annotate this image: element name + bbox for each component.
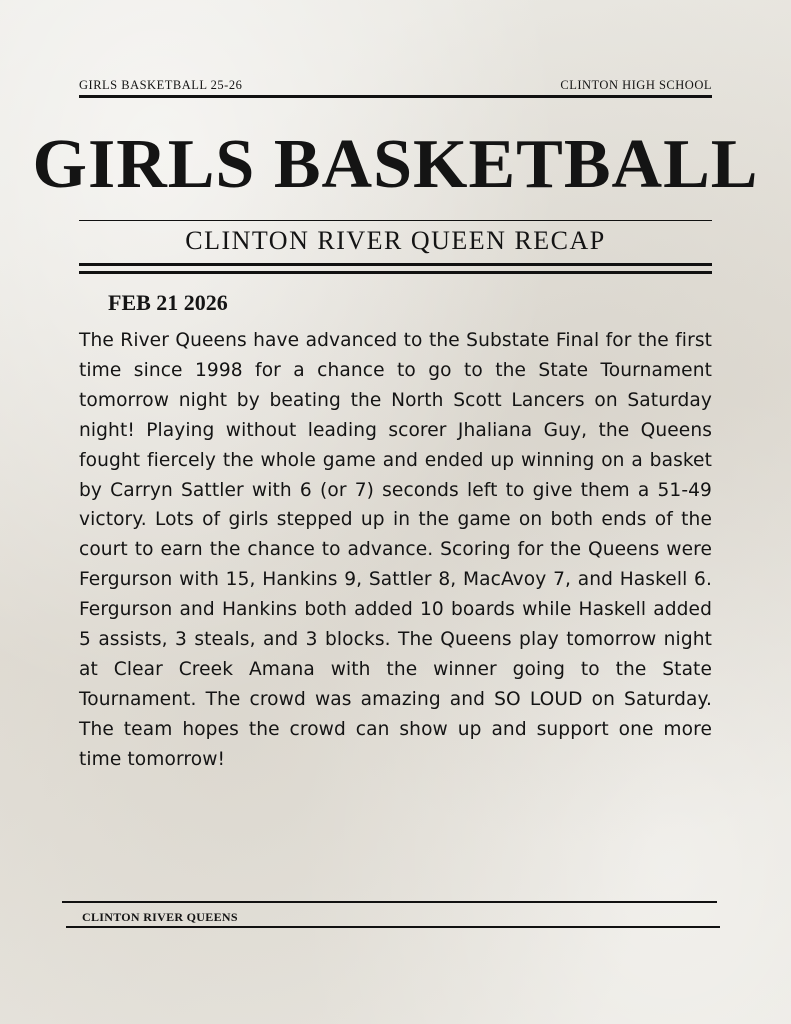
footer-top-rule: [62, 901, 717, 903]
footer-label: CLINTON RIVER QUEENS: [82, 910, 238, 924]
subhead-bottom-rule-2: [79, 271, 712, 274]
article-body: The River Queens have advanced to the Substate Final for the first time since 1998 for a chance to go to the State Tournament tomorrow night by beating the North Scott Lancers on Saturday night! Playing without leading scorer Jhaliana Guy, the Queens fought fiercely the whole game and ended up winning on a basket by Carryn Sattler with 6 (or 7) seconds left to give them a 51-49 victory. Lots of girls stepped up in the game on both ends of the court to earn the chance to advance. Scoring for the Queens were Fergurson with 15, Hankins 9, Sattler 8, MacAvoy 7, and Haskell 6. Fergurson and Hankins both added 10 boards while Haskell added 5 assists, 3 steals, and 3 blocks. The Queens play tomorrow night at Clear Creek Amana with the winner going to the State Tournament. The crowd was amazing and SO LOUD on Saturday. The team hopes the crowd can show up and support one more time tomorrow!: [79, 330, 712, 770]
subhead-top-rule: [79, 220, 712, 221]
masthead-title: GIRLS BASKETBALL: [32, 126, 759, 203]
article-date: FEB 21 2026: [108, 290, 228, 315]
subhead-bottom-rule-1: [79, 263, 712, 266]
header-rule: [79, 95, 712, 98]
footer-bottom-rule: [66, 926, 720, 928]
subhead-title: CLINTON RIVER QUEEN RECAP: [185, 226, 606, 255]
header-school-label: CLINTON HIGH SCHOOL: [560, 78, 712, 92]
header-season-label: GIRLS BASKETBALL 25-26: [79, 78, 243, 92]
